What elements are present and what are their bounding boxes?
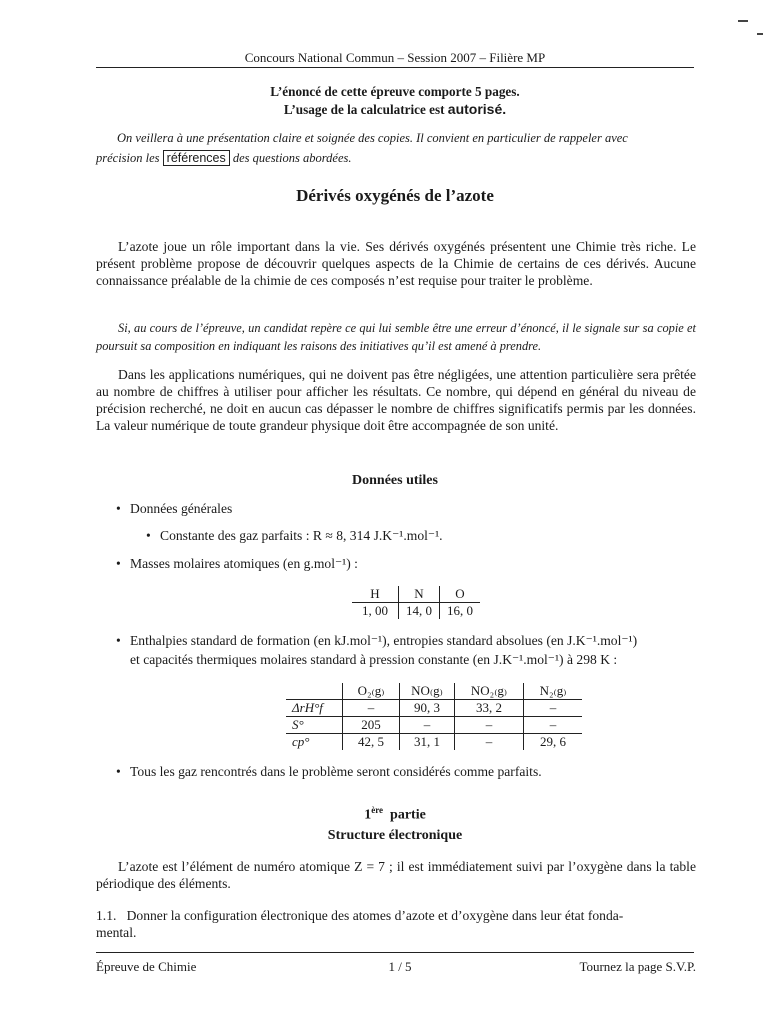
table-cell: – [455,734,524,751]
page-number: 1 / 5 [388,959,412,974]
table-corner [286,683,343,700]
row-label: S° [286,717,343,734]
paragraph-intro: L’azote joue un rôle important dans la vie. Ses dérivés oxygénés présentent une Chimie très riche. Le présent problème propose de découvrir quelques aspects de la Chimie de certains de ces dérivés. Aucune connaissance préalable de la chimie de ces composés n’est requise pour traiter le problème. [96,239,696,288]
table-cell: 1, 00 [362,603,388,618]
header-rule [96,67,694,68]
bullet-dot: • [116,764,121,779]
thermo-text-line1: Enthalpies standard de formation (en kJ.mol⁻¹), entropies standard absolues (en J.K⁻¹.mol⁻¹) [130,633,638,648]
table-header-cell: H [352,586,399,603]
bullet-gas-constant [146,528,443,544]
table-cell: – [343,700,400,717]
table-header-cell: NO₍g₎ [400,683,455,700]
bullet-dot: • [116,633,121,648]
table-cell: 205 [343,717,400,734]
part-intro: L’azote est l’élément de numéro atomique Z = 7 ; il est immédiatement suivi par l’oxygène dans la table périodique des éléments. [96,859,696,891]
bullet-dot: • [116,556,121,571]
paragraph-numerical: Dans les applications numériques, qui ne doivent pas être négligées, une attention particulière sera prêtée au nombre de chiffres à utiliser pour afficher les résultats. Ce nombre, qui dépend en général du niveau de précision recherché, ne doit en aucun cas dépasser le nombre de chiffres significatifs permis par les données. La valeur numérique de toute grandeur physique doit être accompagnée de son unité. [96,367,696,433]
scan-mark [757,33,763,35]
table-header-cell: O₂₍g₎ [343,683,400,700]
bullet-molar-masses [116,556,358,572]
table-header-cell: O [440,586,481,603]
thermo-table [286,683,582,750]
note-text: précision les [96,151,163,165]
calculator-notice-text: L’usage de la calculatrice est [283,102,448,117]
part-subtitle: Structure électronique [327,828,463,843]
table-cell: 29, 6 [524,734,583,751]
question-text: Donner la configuration électronique des atomes d’azote et d’oxygène dans leur état fonda- [126,908,624,923]
problem-title: Dérivés oxygénés de l’azote [296,186,494,205]
table-cell: – [524,700,583,717]
question-number: 1.1. [96,908,117,923]
exam-header: Concours National Commun – Session 2007 – Filière MP [244,50,546,65]
row-label: cp° [292,734,310,749]
table-cell: 42, 5 [343,734,400,751]
question-1-1 [96,907,696,924]
part-heading [96,805,694,824]
note-text-end: des questions abordées. [229,151,352,165]
calculator-authorized: autorisé. [447,101,507,117]
perfect-gas-text: Tous les gaz rencontrés dans le problème seront considérés comme parfaits. [130,764,542,779]
table-header-cell: NO₂₍g₎ [455,683,524,700]
table-cell: – [400,717,455,734]
scan-mark [738,20,748,22]
table-header-cell: N [399,586,440,603]
table-cell: – [455,717,524,734]
thermo-text-line2: et capacités thermiques molaires standard à pression constante (en J.K⁻¹.mol⁻¹) à 298 K : [130,652,618,667]
gas-constant-text: Constante des gaz parfaits : R ≈ 8, 314 J.K⁻¹.mol⁻¹. [160,528,443,543]
presentation-note-line2 [96,151,696,166]
footer-rule [96,952,694,953]
bullet-dot: • [116,501,121,516]
part-number: 1 [364,807,372,823]
molar-mass-table [352,586,480,619]
question-1-1-cont: mental. [96,925,137,940]
references-box: références [163,150,230,166]
paragraph-error-note: Si, au cours de l’épreuve, un candidat repère ce qui lui semble être une erreur d’énoncé, il le signale sur sa copie et poursuit sa composition en indiquant les raisons des initiatives qu’il est amené à prendre. [96,321,696,353]
table-cell: 16, 0 [440,603,481,620]
table-cell: 90, 3 [400,700,455,717]
bullet-dot: • [146,528,151,543]
calculator-notice [96,101,694,118]
footer-turn-page: Tournez la page S.V.P. [579,959,696,974]
bullet-general-text: Données générales [130,501,233,516]
data-heading: Données utiles [352,473,438,488]
part-word: partie [390,807,426,823]
molar-masses-text: Masses molaires atomiques (en g.mol⁻¹) : [130,556,358,571]
presentation-note-line1: On veillera à une présentation claire et soignée des copies. Il convient en particulier de rappeler avec [117,131,628,145]
bullet-thermo [116,633,716,649]
row-label: ΔrH°f [286,700,343,717]
table-cell: 14, 0 [399,603,440,620]
footer-subject: Épreuve de Chimie [96,959,197,974]
bullet-perfect-gas [116,764,542,780]
pages-notice: L’énoncé de cette épreuve comporte 5 pages. [270,84,520,99]
table-header-cell: N₂₍g₎ [524,683,583,700]
table-cell: 33, 2 [455,700,524,717]
part-ordinal: ère [371,805,384,815]
table-cell: – [524,717,583,734]
table-cell: 31, 1 [400,734,455,751]
bullet-general [116,501,232,517]
